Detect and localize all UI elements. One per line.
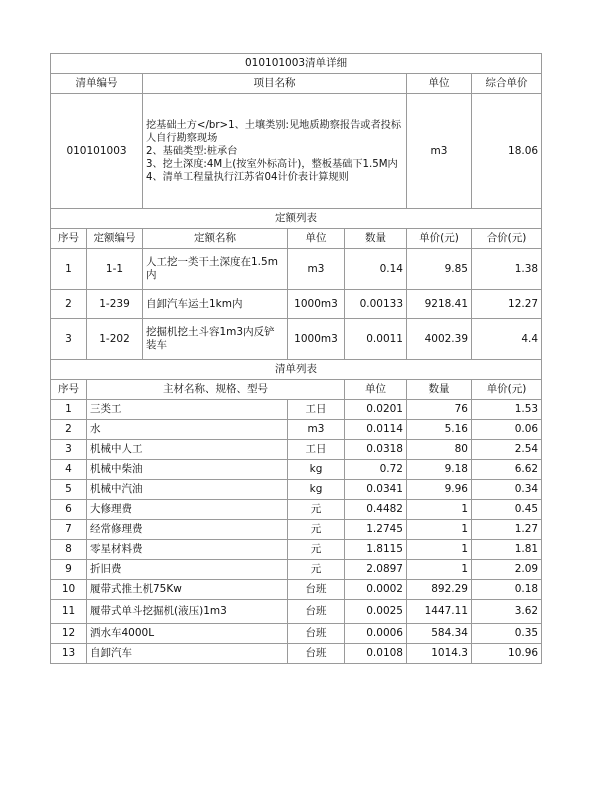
material-price: 1 [407, 520, 472, 540]
material-row [51, 500, 542, 520]
desc-line: 4、清单工程量执行江苏省04计价表计算规则 [146, 171, 349, 183]
material-no: 8 [51, 540, 87, 560]
material-name: 零星材料费 [87, 540, 288, 560]
material-total: 0.06 [472, 420, 542, 440]
col-header: 数量 [407, 380, 472, 400]
quota-total: 4.4 [472, 319, 542, 360]
material-name: 履带式推土机75Kw [87, 580, 288, 600]
material-total: 0.45 [472, 500, 542, 520]
item-description [143, 94, 407, 209]
material-name: 机械中人工 [87, 440, 288, 460]
material-name: 折旧费 [87, 560, 288, 580]
material-total: 0.34 [472, 480, 542, 500]
material-price: 892.29 [407, 580, 472, 600]
material-price: 584.34 [407, 624, 472, 644]
desc-line: 3、挖土深度:4M上(按室外标高计)，整板基础下1.5M内 [146, 158, 398, 170]
material-name: 水 [87, 420, 288, 440]
quota-code: 1-1 [87, 249, 143, 290]
material-no: 1 [51, 400, 87, 420]
material-unit: 台班 [288, 644, 345, 664]
material-row [51, 460, 542, 480]
material-total: 3.62 [472, 600, 542, 624]
material-name: 机械中柴油 [87, 460, 288, 480]
material-row [51, 400, 542, 420]
header-code: 清单编号 [51, 74, 143, 94]
quota-qty: 0.0011 [345, 319, 407, 360]
material-row [51, 600, 542, 624]
item-header-row [51, 74, 542, 94]
desc-line: 2、基础类型:桩承台 [146, 145, 238, 157]
material-unit: m3 [288, 420, 345, 440]
material-no: 5 [51, 480, 87, 500]
material-price: 80 [407, 440, 472, 460]
col-header: 序号 [51, 229, 87, 249]
material-name: 机械中汽油 [87, 480, 288, 500]
material-row [51, 560, 542, 580]
material-unit: 元 [288, 540, 345, 560]
quota-price: 4002.39 [407, 319, 472, 360]
col-header: 主材名称、规格、型号 [87, 380, 345, 400]
material-qty: 0.4482 [345, 500, 407, 520]
material-unit: 工日 [288, 400, 345, 420]
material-qty: 0.0114 [345, 420, 407, 440]
material-no: 11 [51, 600, 87, 624]
materials-section-title: 清单列表 [51, 360, 542, 380]
quota-code: 1-202 [87, 319, 143, 360]
material-qty: 0.0201 [345, 400, 407, 420]
quota-header-row [51, 229, 542, 249]
material-total: 1.27 [472, 520, 542, 540]
material-name: 洒水车4000L [87, 624, 288, 644]
material-row [51, 624, 542, 644]
quota-qty: 0.00133 [345, 290, 407, 319]
quota-total: 1.38 [472, 249, 542, 290]
quota-no: 1 [51, 249, 87, 290]
header-unit: 单位 [407, 74, 472, 94]
quota-code: 1-239 [87, 290, 143, 319]
col-header: 定额名称 [143, 229, 288, 249]
desc-line: 挖基础土方</br>1、土壤类别:见地质勘察报告或者投标人自行勘察现场 [146, 119, 402, 144]
item-price: 18.06 [472, 94, 542, 209]
material-no: 9 [51, 560, 87, 580]
material-no: 7 [51, 520, 87, 540]
quota-unit: m3 [288, 249, 345, 290]
material-no: 10 [51, 580, 87, 600]
material-row [51, 420, 542, 440]
material-unit: kg [288, 460, 345, 480]
col-header: 数量 [345, 229, 407, 249]
material-qty: 2.0897 [345, 560, 407, 580]
material-total: 0.18 [472, 580, 542, 600]
material-no: 3 [51, 440, 87, 460]
material-name: 履带式单斗挖掘机(液压)1m3 [87, 600, 288, 624]
material-no: 12 [51, 624, 87, 644]
material-total: 6.62 [472, 460, 542, 480]
material-qty: 0.72 [345, 460, 407, 480]
material-unit: 台班 [288, 580, 345, 600]
material-price: 1 [407, 540, 472, 560]
material-total: 10.96 [472, 644, 542, 664]
quota-price: 9218.41 [407, 290, 472, 319]
material-price: 1 [407, 500, 472, 520]
material-name: 三类工 [87, 400, 288, 420]
material-qty: 0.0108 [345, 644, 407, 664]
header-name: 项目名称 [143, 74, 407, 94]
quota-no: 3 [51, 319, 87, 360]
material-price: 1014.3 [407, 644, 472, 664]
material-unit: 台班 [288, 600, 345, 624]
material-unit: 台班 [288, 624, 345, 644]
material-no: 13 [51, 644, 87, 664]
material-row [51, 540, 542, 560]
material-qty: 1.8115 [345, 540, 407, 560]
material-price: 76 [407, 400, 472, 420]
quota-name: 挖掘机挖土斗容1m3内反铲装车 [143, 319, 288, 360]
material-row [51, 580, 542, 600]
material-no: 2 [51, 420, 87, 440]
material-total: 0.35 [472, 624, 542, 644]
quota-unit: 1000m3 [288, 290, 345, 319]
material-price: 1447.11 [407, 600, 472, 624]
material-total: 2.54 [472, 440, 542, 460]
col-header: 序号 [51, 380, 87, 400]
table-title: 010101003清单详细 [51, 54, 542, 74]
material-qty: 0.0002 [345, 580, 407, 600]
col-header: 单价(元) [407, 229, 472, 249]
material-total: 2.09 [472, 560, 542, 580]
item-row [51, 94, 542, 209]
material-row [51, 440, 542, 460]
material-row [51, 644, 542, 664]
item-unit: m3 [407, 94, 472, 209]
materials-header-row [51, 380, 542, 400]
material-name: 大修理费 [87, 500, 288, 520]
material-row [51, 480, 542, 500]
material-name: 自卸汽车 [87, 644, 288, 664]
material-unit: 元 [288, 500, 345, 520]
bill-detail-table [50, 53, 542, 664]
material-total: 1.81 [472, 540, 542, 560]
col-header: 单位 [345, 380, 407, 400]
quota-unit: 1000m3 [288, 319, 345, 360]
material-name: 经常修理费 [87, 520, 288, 540]
material-qty: 0.0318 [345, 440, 407, 460]
material-no: 4 [51, 460, 87, 480]
quota-row [51, 290, 542, 319]
material-price: 5.16 [407, 420, 472, 440]
material-qty: 1.2745 [345, 520, 407, 540]
col-header: 单位 [288, 229, 345, 249]
col-header: 定额编号 [87, 229, 143, 249]
material-unit: 元 [288, 520, 345, 540]
material-unit: 元 [288, 560, 345, 580]
quota-row [51, 319, 542, 360]
material-price: 9.96 [407, 480, 472, 500]
material-qty: 0.0006 [345, 624, 407, 644]
quota-name: 人工挖一类干土深度在1.5m内 [143, 249, 288, 290]
quota-row [51, 249, 542, 290]
quota-section-title: 定额列表 [51, 209, 542, 229]
material-total: 1.53 [472, 400, 542, 420]
material-price: 9.18 [407, 460, 472, 480]
material-qty: 0.0025 [345, 600, 407, 624]
material-no: 6 [51, 500, 87, 520]
item-code: 010101003 [51, 94, 143, 209]
quota-price: 9.85 [407, 249, 472, 290]
quota-qty: 0.14 [345, 249, 407, 290]
col-header: 单价(元) [472, 380, 542, 400]
material-price: 1 [407, 560, 472, 580]
quota-name: 自卸汽车运土1km内 [143, 290, 288, 319]
quota-total: 12.27 [472, 290, 542, 319]
quota-no: 2 [51, 290, 87, 319]
material-unit: 工日 [288, 440, 345, 460]
material-row [51, 520, 542, 540]
material-qty: 0.0341 [345, 480, 407, 500]
header-price: 综合单价 [472, 74, 542, 94]
material-unit: kg [288, 480, 345, 500]
col-header: 合价(元) [472, 229, 542, 249]
